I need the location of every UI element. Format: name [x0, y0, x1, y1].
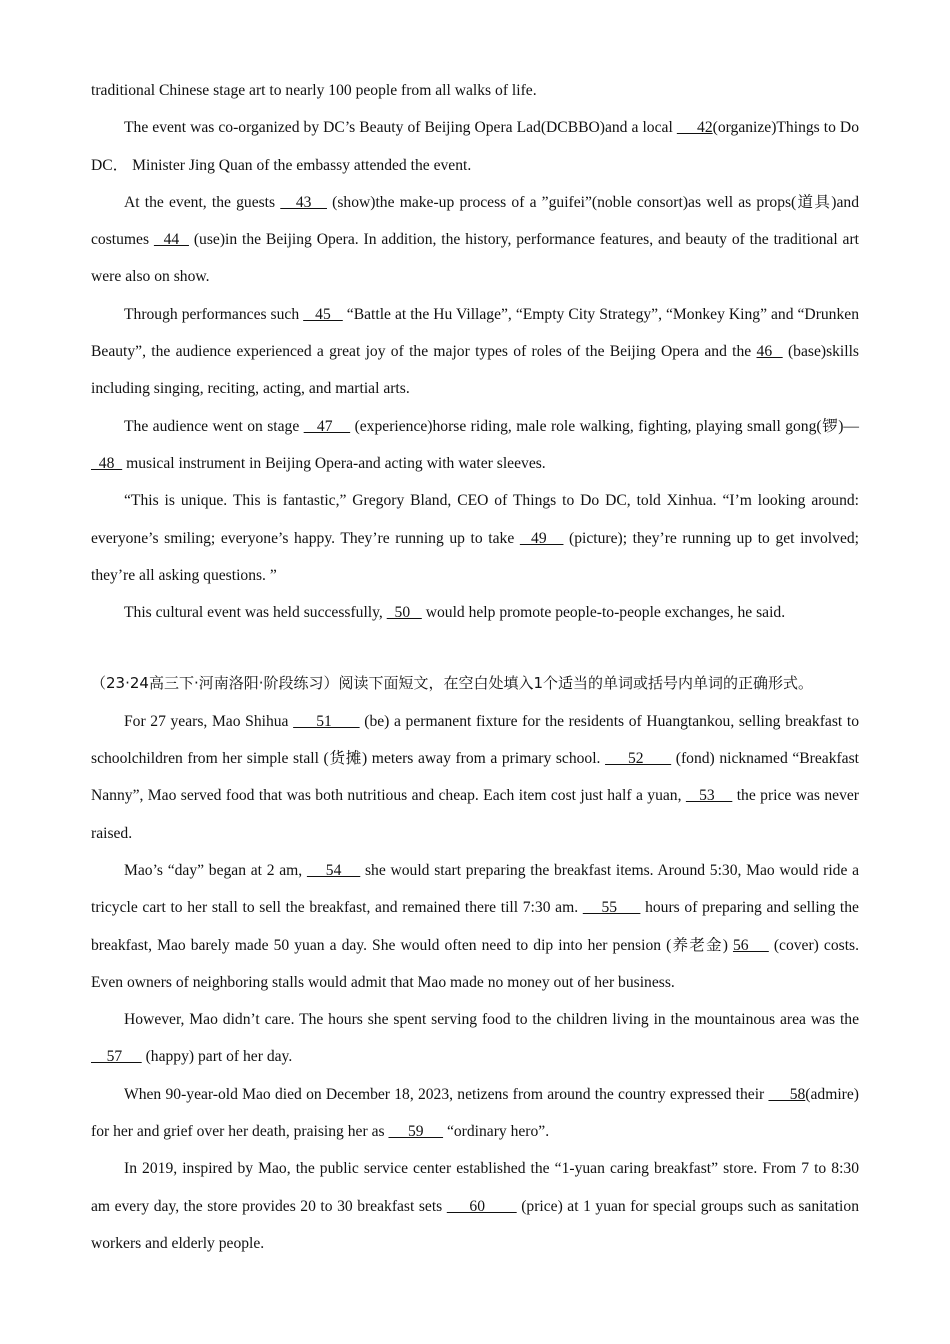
blank-59[interactable]: 59: [388, 1123, 444, 1141]
blank-54[interactable]: 54: [306, 861, 361, 879]
passage1-paragraph-5: The audience went on stage 47 (experience)horse riding, male role walking, fighting, playing small gong(锣)— 48 musical instrument in Beijing Opera-and acting with water sleeves.: [91, 417, 860, 472]
passage1-paragraph-2: The event was co-organized by DC’s Beauty of Beijing Opera Lad(DCBBO)and a local 42(organize)Things to Do DC． Minister Jing Quan of the embassy attended the event.: [91, 119, 859, 174]
blank-60[interactable]: 60: [446, 1197, 517, 1215]
passage1-paragraph-3: At the event, the guests 43 (show)the make-up process of a ”guifei”(noble consort)as well as props(道具)and costumes 44 (use)in the Beijing Opera. In addition, the history, performance features, and beauty of the traditional art were also on show.: [91, 193, 860, 286]
section-spacer: [91, 631, 859, 665]
blank-42[interactable]: 42: [676, 119, 713, 137]
blank-47[interactable]: 47: [303, 417, 351, 435]
blank-44[interactable]: 44: [153, 231, 189, 249]
blank-57[interactable]: 57: [91, 1048, 142, 1066]
blank-43[interactable]: 43: [280, 193, 327, 211]
passage1-paragraph-6: “This is unique. This is fantastic,” Gregory Bland, CEO of Things to Do DC, told Xinhua. “I’m looking around: everyone’s smiling; everyone’s happy. They’re running up to take 49 (picture); they’re running up to get involved; they’re all asking questions. ”: [91, 492, 859, 584]
blank-53[interactable]: 53: [685, 787, 733, 805]
blank-56[interactable]: 56: [732, 936, 769, 954]
passage1-paragraph-7: This cultural event was held successfully, 50 would help promote people-to-people exchanges, he said.: [124, 604, 786, 622]
blank-46[interactable]: 46: [756, 343, 783, 361]
blank-45[interactable]: 45: [303, 305, 343, 323]
passage2-instructions: （23·24高三下·河南洛阳·阶段练习）阅读下面短文，在空白处填入1个适当的单词或括号内单词的正确形式。: [91, 674, 814, 693]
passage1-paragraph-1: traditional Chinese stage art to nearly 100 people from all walks of life.: [91, 82, 537, 99]
blank-50[interactable]: 50: [386, 604, 422, 622]
blank-52[interactable]: 52: [605, 750, 672, 768]
passage2-paragraph-4: When 90-year-old Mao died on December 18, 2023, netizens from around the country expressed their 58(admire) for her and grief over her death, praising her as 59 “ordinary hero”.: [91, 1085, 859, 1141]
passage2-paragraph-3: However, Mao didn’t care. The hours she spent serving food to the children living in the mountainous area was the 57 (happy) part of her day.: [91, 1011, 859, 1066]
blank-55[interactable]: 55: [582, 899, 641, 917]
passage2-paragraph-1: For 27 years, Mao Shihua 51 (be) a permanent fixture for the residents of Huangtankou, selling breakfast to schoolchildren from her simple stall (货摊) meters away from a primary school. 52 (fond) nicknamed “Breakfast Nanny”, Mao served food that was both nutritious and cheap. Each item cost just half a yuan, 53 the price was never raised.: [91, 712, 860, 842]
passage2-paragraph-2: Mao’s “day” began at 2 am, 54 she would start preparing the breakfast items. Around 5:30, Mao would ride a tricycle cart to her stall to sell the breakfast, and remained there till 7:30 am. 55 hours of preparing and selling the breakfast, Mao barely made 50 yuan a day. She would often need to dip into her pension (养老金) 56 (cover) costs. Even owners of neighboring stalls would admit that Mao made no money out of her business.: [91, 861, 860, 991]
blank-58[interactable]: 58: [768, 1085, 806, 1103]
blank-51[interactable]: 51: [293, 712, 360, 730]
passage1-paragraph-4: Through performances such 45 “Battle at the Hu Village”, “Empty City Strategy”, “Monkey King” and “Drunken Beauty”, the audience experienced a great joy of the major types of roles of the Beijing Opera and the 46 (base)skills including singing, reciting, acting, and martial arts.: [91, 305, 860, 398]
blank-48[interactable]: 48: [91, 454, 123, 472]
blank-49[interactable]: 49: [519, 529, 564, 547]
passage2-paragraph-5: In 2019, inspired by Mao, the public service center established the “1-yuan caring breakfast” store. From 7 to 8:30 am every day, the store provides 20 to 30 breakfast sets 60 (price) at 1 yuan for special groups such as sanitation workers and elderly people.: [91, 1160, 859, 1252]
